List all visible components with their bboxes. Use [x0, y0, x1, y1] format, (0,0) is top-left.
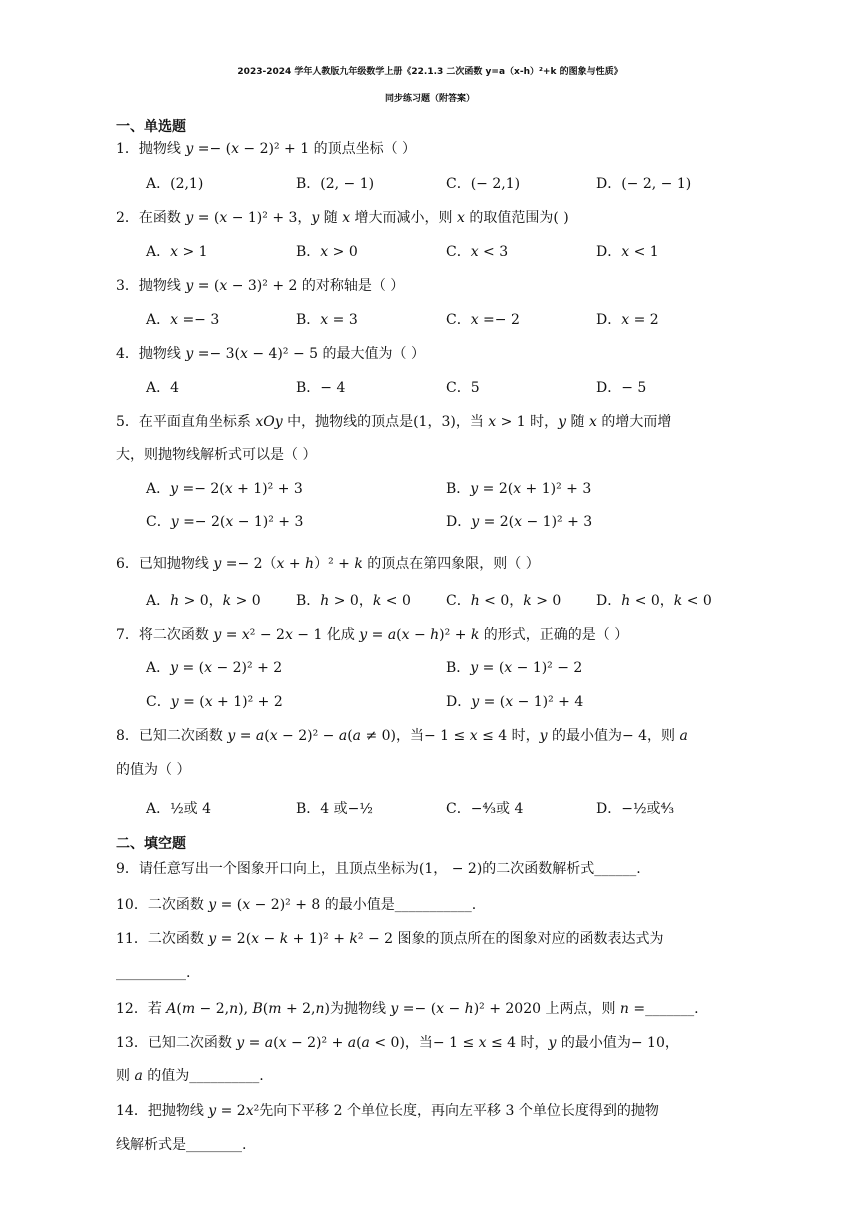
question-stem: 9．请任意写出一个图象开口向上，且顶点坐标为(1， − 2)的二次函数解析式______. — [116, 861, 641, 877]
question-3-options — [0, 308, 860, 332]
option-b: B．𝑦 = (𝑥 − 1)² − 2 — [446, 660, 583, 676]
doc-title-line2: 同步练习题（附答案） — [384, 94, 475, 104]
question-stem-cont: 线解析式是________. — [116, 1137, 247, 1153]
question-stem: 10．二次函数 𝑦 = (𝑥 − 2)² + 8 的最小值是___________. — [116, 897, 477, 913]
question-stem: 14．把抛物线 𝑦 = 2𝑥²先向下平移 2 个单位长度，再向左平移 3 个单位长度得到的抛物 — [116, 1103, 659, 1119]
option-d: D．𝑦 = 2(𝑥 − 1)² + 3 — [446, 514, 593, 530]
question-stem: 3．抛物线 𝑦 = (𝑥 − 3)² + 2 的对称轴是（ ） — [116, 278, 405, 294]
option-d: D．𝑦 = (𝑥 − 1)² + 4 — [446, 694, 584, 710]
question-4 — [0, 342, 860, 366]
question-7 — [0, 623, 860, 647]
question-stem: 4．抛物线 𝑦 =− 3(𝑥 − 4)² − 5 的最大值为（ ） — [116, 346, 425, 362]
option-b: B．𝑦 = 2(𝑥 + 1)² + 3 — [446, 481, 592, 497]
question-10 — [0, 893, 860, 917]
option-a: A．𝑦 =− 2(𝑥 + 1)² + 3 — [146, 481, 303, 497]
question-1 — [0, 137, 860, 161]
question-13-cont — [0, 1064, 860, 1088]
question-stem-cont: __________. — [116, 965, 191, 981]
question-2 — [0, 206, 860, 230]
question-stem: 11．二次函数 𝑦 = 2(𝑥 − 𝑘 + 1)² + 𝑘² − 2 图象的顶点所在的图象对应的函数表达式为 — [116, 931, 664, 947]
question-5-options-row1 — [0, 477, 860, 501]
option-b: B．(2, − 1) — [296, 176, 375, 192]
doc-title-line1: 2023-2024 学年人教版九年级数学上册《22.1.3 二次函数 y=a（x-h）²+k 的图象与性质》 — [237, 67, 623, 77]
section-single-choice: 一、单选题 — [116, 119, 186, 135]
question-14 — [0, 1099, 860, 1123]
question-11 — [0, 927, 860, 951]
question-14-cont — [0, 1133, 860, 1157]
question-stem: 13．已知二次函数 𝑦 = 𝑎(𝑥 − 2)² + 𝑎(𝑎 < 0)，当− 1 ≤ 𝑥 ≤ 4 时，𝑦 的最小值为− 10， — [116, 1035, 679, 1051]
question-8 — [0, 724, 860, 748]
option-c: C．𝑦 =− 2(𝑥 − 1)² + 3 — [146, 514, 304, 530]
question-6 — [0, 552, 860, 576]
question-stem: 1．抛物线 𝑦 =− (𝑥 − 2)² + 1 的顶点坐标（ ） — [116, 141, 417, 157]
option-d: D．𝑥 < 1 — [596, 244, 659, 260]
question-12 — [0, 997, 860, 1021]
question-stem: 7．将二次函数 𝑦 = 𝑥² − 2𝑥 − 1 化成 𝑦 = 𝑎(𝑥 − ℎ)² + 𝑘 的形式，正确的是（ ） — [116, 627, 629, 643]
section-fill-blank: 二、填空题 — [116, 836, 186, 852]
question-5-options-row2 — [0, 510, 860, 534]
question-8-cont — [0, 758, 860, 782]
option-c: C．ℎ < 0，𝑘 > 0 — [446, 593, 562, 609]
option-a: A．𝑥 > 1 — [146, 244, 208, 260]
option-b: B．− 4 — [296, 380, 346, 396]
option-c: C．𝑥 < 3 — [446, 244, 509, 260]
option-c: C．(− 2,1) — [446, 176, 521, 192]
option-c: C．−⁴⁄₃或 4 — [446, 801, 524, 817]
question-stem: 8．已知二次函数 𝑦 = 𝑎(𝑥 − 2)² − 𝑎(𝑎 ≠ 0)，当− 1 ≤ 𝑥 ≤ 4 时，𝑦 的最小值为− 4，则 𝑎 — [116, 728, 688, 744]
question-5 — [0, 410, 860, 434]
option-b: B．𝑥 = 3 — [296, 312, 358, 328]
option-a: A．(2,1) — [146, 176, 204, 192]
question-stem-cont: 大，则抛物线解析式可以是（ ） — [116, 447, 317, 463]
question-8-options — [0, 797, 860, 821]
question-7-options-row1 — [0, 656, 860, 680]
option-d: D．ℎ < 0，𝑘 < 0 — [596, 593, 712, 609]
question-stem-cont: 的值为（ ） — [116, 762, 191, 778]
question-13 — [0, 1031, 860, 1055]
question-7-options-row2 — [0, 690, 860, 714]
option-a: A．4 — [146, 380, 180, 396]
option-b: B．ℎ > 0，𝑘 < 0 — [296, 593, 411, 609]
option-c: C．5 — [446, 380, 480, 396]
option-d: D．− 5 — [596, 380, 647, 396]
option-c: C．𝑦 = (𝑥 + 1)² + 2 — [146, 694, 283, 710]
question-stem: 5．在平面直角坐标系 𝑥𝑂𝑦 中，抛物线的顶点是(1，3)，当 𝑥 > 1 时，𝑦 随 𝑥 的增大而增 — [116, 414, 672, 430]
option-d: D．(− 2, − 1) — [596, 176, 692, 192]
option-a: A．½或 4 — [146, 801, 212, 817]
question-stem-cont: 则 𝑎 的值为__________. — [116, 1068, 264, 1084]
question-stem: 2．在函数 𝑦 = (𝑥 − 1)² + 3，𝑦 随 𝑥 增大而减小，则 𝑥 的取值范围为( ) — [116, 210, 569, 226]
option-b: B．𝑥 > 0 — [296, 244, 358, 260]
question-9 — [0, 857, 860, 881]
question-1-options — [0, 172, 860, 196]
question-2-options — [0, 240, 860, 264]
question-stem: 12．若 𝐴(𝑚 − 2,𝑛), 𝐵(𝑚 + 2,𝑛)为抛物线 𝑦 =− (𝑥 − ℎ)² + 2020 上两点，则 𝑛 =_______. — [116, 1001, 699, 1017]
option-a: A．𝑦 = (𝑥 − 2)² + 2 — [146, 660, 283, 676]
question-4-options — [0, 376, 860, 400]
option-b: B．4 或−½ — [296, 801, 373, 817]
option-c: C．𝑥 =− 2 — [446, 312, 520, 328]
option-d: D．𝑥 = 2 — [596, 312, 659, 328]
question-6-options — [0, 589, 860, 613]
option-a: A．𝑥 =− 3 — [146, 312, 220, 328]
question-11-cont — [0, 961, 860, 985]
question-5-cont — [0, 443, 860, 467]
question-stem: 6．已知抛物线 𝑦 =− 2（𝑥 + ℎ）² + 𝑘 的顶点在第四象限，则（ ） — [116, 556, 540, 572]
question-3 — [0, 274, 860, 298]
option-a: A．ℎ > 0，𝑘 > 0 — [146, 593, 261, 609]
option-d: D．−½或⁴⁄₃ — [596, 801, 675, 817]
